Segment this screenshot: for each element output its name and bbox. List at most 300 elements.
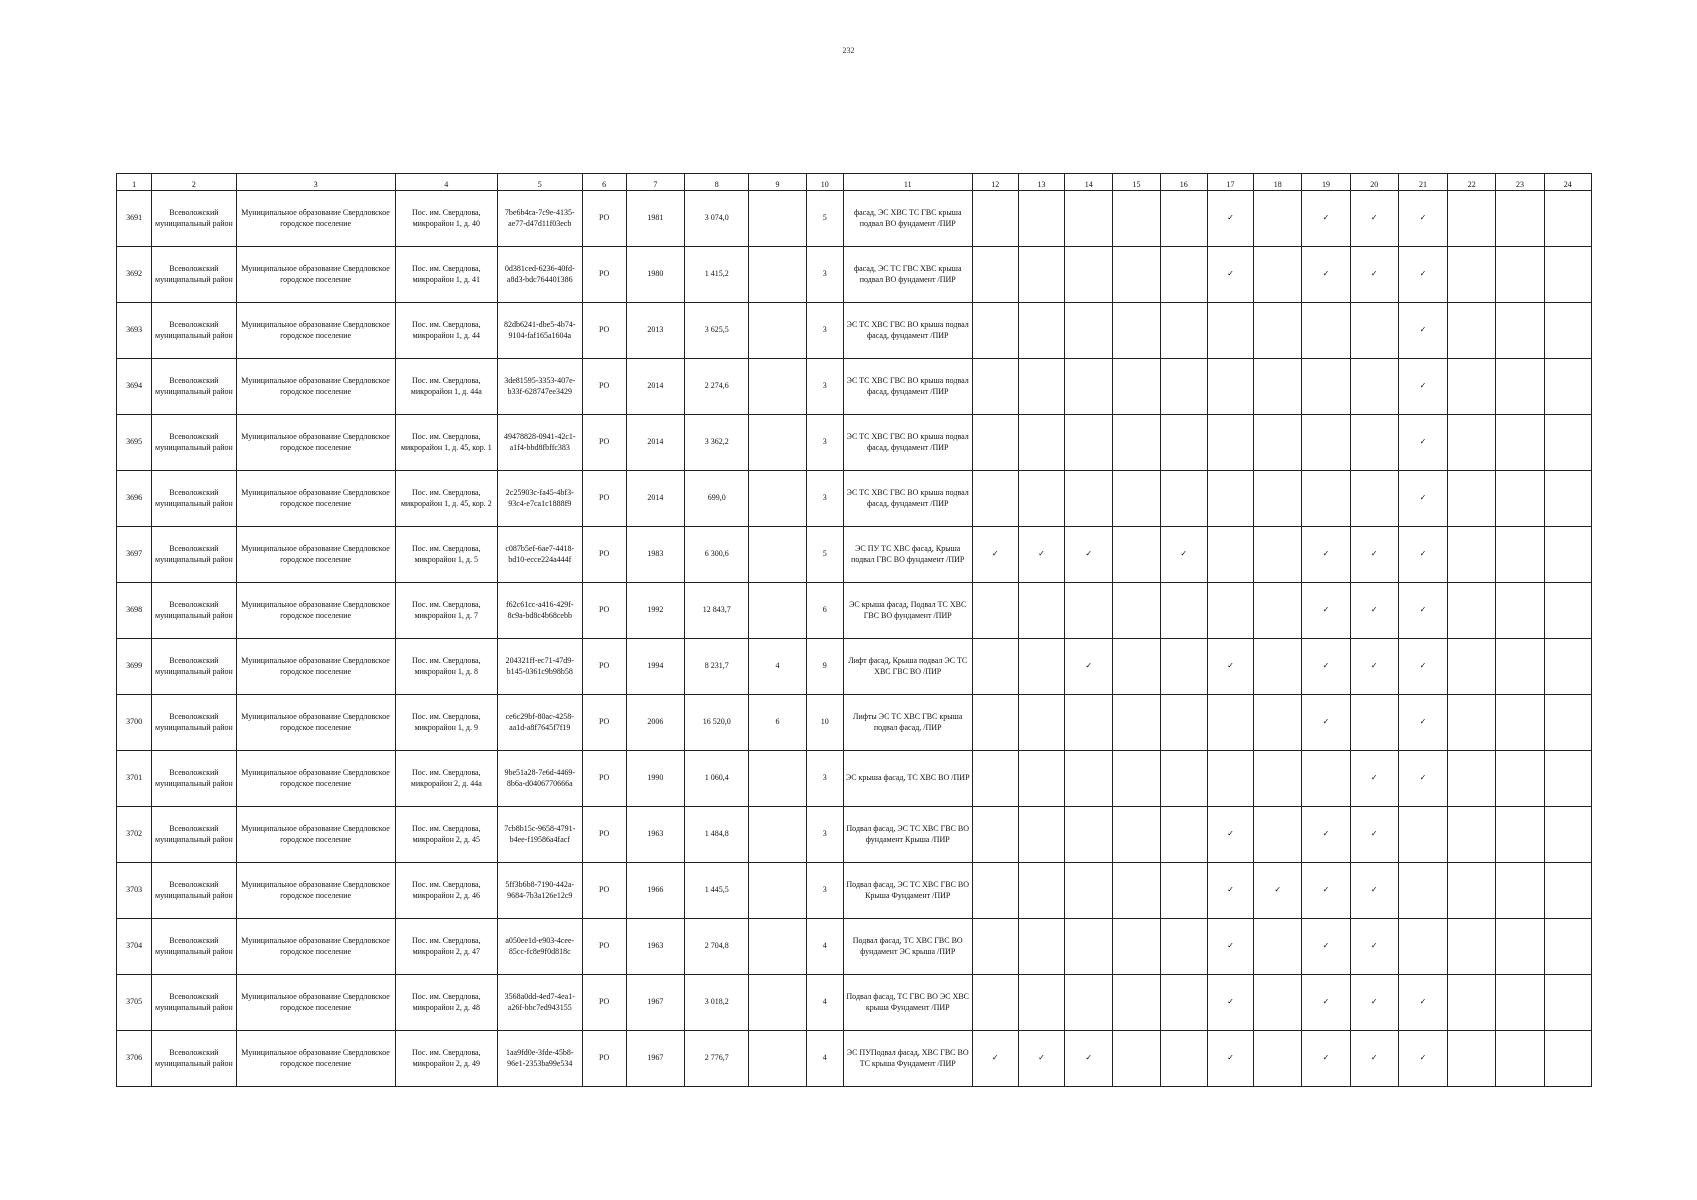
work-cell-empty (1544, 695, 1591, 751)
check-mark-icon: ✓ (1302, 863, 1350, 919)
column-number-1: 1 (117, 174, 152, 191)
district-cell: Всеволожский муниципальный район (152, 863, 236, 919)
work-cell-empty (1065, 695, 1113, 751)
work-cell-empty (1065, 359, 1113, 415)
construction-year-cell: 1992 (626, 583, 684, 639)
construction-year-cell: 1963 (626, 807, 684, 863)
work-types-cell: Лифт фасад, Крыша подвал ЭС ТС ХВС ГВС ВО /ПИР (843, 639, 972, 695)
address-cell: Пос. им. Свердлова, микрорайон 1, д. 9 (395, 695, 498, 751)
record-number-cell: 3696 (117, 471, 152, 527)
column-number-3: 3 (236, 174, 395, 191)
work-cell-empty (1254, 919, 1302, 975)
work-cell-empty (1018, 807, 1064, 863)
check-mark-icon: ✓ (1398, 415, 1447, 471)
work-cell-empty (1448, 527, 1496, 583)
record-number-cell: 3694 (117, 359, 152, 415)
work-cell-empty (1254, 583, 1302, 639)
column-number-22: 22 (1448, 174, 1496, 191)
construction-year-cell: 1963 (626, 919, 684, 975)
column-number-5: 5 (498, 174, 582, 191)
house-guid-cell: ce6c29bf-80ac-4258-aa1d-a8f7645f7f19 (498, 695, 582, 751)
housing-register-table (116, 173, 1592, 1087)
house-guid-cell: 5ff3b6b8-7190-442a-9684-7b3a126e12c9 (498, 863, 582, 919)
work-cell-empty (1160, 247, 1207, 303)
elevator-count-cell (749, 975, 806, 1031)
work-cell-empty (1544, 975, 1591, 1031)
address-cell: Пос. им. Свердлова, микрорайон 2, д. 49 (395, 1031, 498, 1087)
column-number-13: 13 (1018, 174, 1064, 191)
construction-year-cell: 2014 (626, 359, 684, 415)
work-cell-empty (1448, 1031, 1496, 1087)
construction-year-cell: 1980 (626, 247, 684, 303)
work-cell-empty (972, 919, 1018, 975)
address-cell: Пос. им. Свердлова, микрорайон 1, д. 44 (395, 303, 498, 359)
floors-cell: 3 (806, 471, 843, 527)
floors-cell: 3 (806, 247, 843, 303)
house-guid-cell: 204321ff-ec71-47d9-b145-0361c9b98b58 (498, 639, 582, 695)
check-mark-icon: ✓ (1398, 639, 1447, 695)
floors-cell: 10 (806, 695, 843, 751)
construction-year-cell: 2014 (626, 471, 684, 527)
table-row (117, 303, 1592, 359)
work-cell-empty (972, 191, 1018, 247)
work-cell-empty (1065, 863, 1113, 919)
table-row (117, 471, 1592, 527)
municipality-cell: Муниципальное образование Свердловское городское поселение (236, 583, 395, 639)
municipality-cell: Муниципальное образование Свердловское городское поселение (236, 471, 395, 527)
work-cell-empty (1065, 191, 1113, 247)
work-cell-empty (1302, 471, 1350, 527)
construction-year-cell: 1967 (626, 1031, 684, 1087)
work-cell-empty (1350, 359, 1398, 415)
district-cell: Всеволожский муниципальный район (152, 639, 236, 695)
floors-cell: 5 (806, 527, 843, 583)
elevator-count-cell (749, 247, 806, 303)
work-cell-empty (1496, 639, 1544, 695)
address-cell: Пос. им. Свердлова, микрорайон 1, д. 44а (395, 359, 498, 415)
district-cell: Всеволожский муниципальный район (152, 975, 236, 1031)
total-area-cell: 3 018,2 (685, 975, 749, 1031)
work-cell-empty (1496, 415, 1544, 471)
work-cell-empty (1018, 359, 1064, 415)
work-cell-empty (1254, 639, 1302, 695)
work-cell-empty (1544, 919, 1591, 975)
work-cell-empty (1160, 751, 1207, 807)
work-cell-empty (1160, 807, 1207, 863)
check-mark-icon: ✓ (1302, 583, 1350, 639)
work-cell-empty (1448, 863, 1496, 919)
work-cell-empty (1544, 303, 1591, 359)
fund-type-cell: РО (582, 863, 626, 919)
record-number-cell: 3700 (117, 695, 152, 751)
check-mark-icon: ✓ (1018, 1031, 1064, 1087)
fund-type-cell: РО (582, 807, 626, 863)
work-cell-empty (1398, 807, 1447, 863)
work-types-cell: Лифты ЭС ТС ХВС ГВС крыша подвал фасад, /ПИР (843, 695, 972, 751)
elevator-count-cell (749, 919, 806, 975)
total-area-cell: 16 520,0 (685, 695, 749, 751)
record-number-cell: 3706 (117, 1031, 152, 1087)
work-cell-empty (1254, 415, 1302, 471)
district-cell: Всеволожский муниципальный район (152, 527, 236, 583)
work-cell-empty (1448, 639, 1496, 695)
house-guid-cell: 7cb8b15c-9658-4791-b4ee-f19586a4facf (498, 807, 582, 863)
work-cell-empty (1160, 919, 1207, 975)
table-body (117, 191, 1592, 1087)
total-area-cell: 3 074,0 (685, 191, 749, 247)
work-cell-empty (1018, 191, 1064, 247)
check-mark-icon: ✓ (972, 527, 1018, 583)
work-types-cell: ЭС ТС ХВС ГВС ВО крыша подвал фасад, фундамент /ПИР (843, 359, 972, 415)
work-cell-empty (1448, 919, 1496, 975)
work-cell-empty (1254, 807, 1302, 863)
table-row (117, 359, 1592, 415)
work-cell-empty (1113, 975, 1160, 1031)
house-guid-cell: f62c61cc-a416-429f-8c9a-bd8c4b68cebb (498, 583, 582, 639)
house-guid-cell: 0d381ced-6236-40fd-a8d3-bdc764401386 (498, 247, 582, 303)
work-cell-empty (1496, 919, 1544, 975)
municipality-cell: Муниципальное образование Свердловское городское поселение (236, 919, 395, 975)
work-cell-empty (1065, 975, 1113, 1031)
table-row (117, 415, 1592, 471)
work-cell-empty (1496, 751, 1544, 807)
work-cell-empty (972, 863, 1018, 919)
check-mark-icon: ✓ (1160, 527, 1207, 583)
check-mark-icon: ✓ (1398, 975, 1447, 1031)
district-cell: Всеволожский муниципальный район (152, 1031, 236, 1087)
total-area-cell: 1 415,2 (685, 247, 749, 303)
column-number-4: 4 (395, 174, 498, 191)
table-row (117, 863, 1592, 919)
work-cell-empty (1160, 975, 1207, 1031)
address-cell: Пос. им. Свердлова, микрорайон 2, д. 48 (395, 975, 498, 1031)
record-number-cell: 3693 (117, 303, 152, 359)
district-cell: Всеволожский муниципальный район (152, 919, 236, 975)
work-cell-empty (1448, 695, 1496, 751)
work-cell-empty (1544, 639, 1591, 695)
work-cell-empty (1448, 583, 1496, 639)
work-cell-empty (1398, 863, 1447, 919)
work-cell-empty (1544, 863, 1591, 919)
elevator-count-cell: 6 (749, 695, 806, 751)
work-cell-empty (1350, 471, 1398, 527)
work-cell-empty (1113, 695, 1160, 751)
municipality-cell: Муниципальное образование Свердловское городское поселение (236, 191, 395, 247)
column-number-15: 15 (1113, 174, 1160, 191)
work-cell-empty (1254, 975, 1302, 1031)
work-cell-empty (1544, 247, 1591, 303)
work-cell-empty (972, 471, 1018, 527)
check-mark-icon: ✓ (1018, 527, 1064, 583)
page-number: 232 (842, 46, 855, 55)
house-guid-cell: 7be6b4ca-7c9e-4135-ae77-d47d11f03ecb (498, 191, 582, 247)
work-cell-empty (1350, 415, 1398, 471)
work-cell-empty (1254, 247, 1302, 303)
column-number-20: 20 (1350, 174, 1398, 191)
address-cell: Пос. им. Свердлова, микрорайон 2, д. 45 (395, 807, 498, 863)
work-cell-empty (1254, 695, 1302, 751)
construction-year-cell: 1994 (626, 639, 684, 695)
check-mark-icon: ✓ (1207, 807, 1253, 863)
floors-cell: 3 (806, 751, 843, 807)
work-cell-empty (1350, 695, 1398, 751)
work-cell-empty (1113, 919, 1160, 975)
table-row (117, 1031, 1592, 1087)
floors-cell: 4 (806, 1031, 843, 1087)
check-mark-icon: ✓ (1350, 247, 1398, 303)
work-cell-empty (1544, 1031, 1591, 1087)
work-cell-empty (1113, 807, 1160, 863)
elevator-count-cell: 4 (749, 639, 806, 695)
house-guid-cell: 9be51a28-7e6d-4469-8b6a-d0406770666a (498, 751, 582, 807)
work-cell-empty (1113, 359, 1160, 415)
check-mark-icon: ✓ (1207, 639, 1253, 695)
work-cell-empty (1544, 471, 1591, 527)
municipality-cell: Муниципальное образование Свердловское городское поселение (236, 303, 395, 359)
house-guid-cell: 2c25903c-fa45-4bf3-93c4-e7ca1c1888f9 (498, 471, 582, 527)
floors-cell: 3 (806, 359, 843, 415)
work-cell-empty (1448, 303, 1496, 359)
house-guid-cell: 3568a0dd-4ed7-4ea1-a26f-bbc7ed943155 (498, 975, 582, 1031)
work-cell-empty (1544, 807, 1591, 863)
check-mark-icon: ✓ (1207, 919, 1253, 975)
record-number-cell: 3697 (117, 527, 152, 583)
work-cell-empty (1254, 359, 1302, 415)
total-area-cell: 3 362,2 (685, 415, 749, 471)
table-row (117, 751, 1592, 807)
work-cell-empty (972, 751, 1018, 807)
work-cell-empty (1065, 247, 1113, 303)
work-cell-empty (1207, 415, 1253, 471)
fund-type-cell: РО (582, 191, 626, 247)
check-mark-icon: ✓ (1398, 751, 1447, 807)
check-mark-icon: ✓ (1398, 527, 1447, 583)
check-mark-icon: ✓ (1302, 247, 1350, 303)
work-cell-empty (1496, 247, 1544, 303)
work-cell-empty (1207, 527, 1253, 583)
work-cell-empty (1018, 471, 1064, 527)
district-cell: Всеволожский муниципальный район (152, 247, 236, 303)
record-number-cell: 3703 (117, 863, 152, 919)
total-area-cell: 1 484,8 (685, 807, 749, 863)
floors-cell: 4 (806, 975, 843, 1031)
record-number-cell: 3691 (117, 191, 152, 247)
total-area-cell: 2 776,7 (685, 1031, 749, 1087)
work-cell-empty (1018, 919, 1064, 975)
check-mark-icon: ✓ (1398, 583, 1447, 639)
district-cell: Всеволожский муниципальный район (152, 191, 236, 247)
check-mark-icon: ✓ (1398, 359, 1447, 415)
column-number-row (117, 174, 1592, 191)
check-mark-icon: ✓ (1398, 191, 1447, 247)
column-number-12: 12 (972, 174, 1018, 191)
work-cell-empty (1496, 471, 1544, 527)
work-cell-empty (1018, 583, 1064, 639)
address-cell: Пос. им. Свердлова, микрорайон 1, д. 41 (395, 247, 498, 303)
work-cell-empty (1113, 527, 1160, 583)
work-cell-empty (1160, 471, 1207, 527)
column-number-2: 2 (152, 174, 236, 191)
work-cell-empty (1448, 751, 1496, 807)
total-area-cell: 2 274,6 (685, 359, 749, 415)
check-mark-icon: ✓ (1065, 639, 1113, 695)
work-cell-empty (1254, 751, 1302, 807)
floors-cell: 3 (806, 863, 843, 919)
municipality-cell: Муниципальное образование Свердловское городское поселение (236, 807, 395, 863)
fund-type-cell: РО (582, 359, 626, 415)
elevator-count-cell (749, 303, 806, 359)
work-cell-empty (1448, 415, 1496, 471)
work-cell-empty (1448, 807, 1496, 863)
construction-year-cell: 1981 (626, 191, 684, 247)
work-cell-empty (972, 639, 1018, 695)
check-mark-icon: ✓ (1398, 303, 1447, 359)
check-mark-icon: ✓ (1302, 807, 1350, 863)
district-cell: Всеволожский муниципальный район (152, 807, 236, 863)
elevator-count-cell (749, 359, 806, 415)
work-cell-empty (1254, 303, 1302, 359)
column-number-14: 14 (1065, 174, 1113, 191)
work-cell-empty (1113, 247, 1160, 303)
elevator-count-cell (749, 583, 806, 639)
check-mark-icon: ✓ (1207, 1031, 1253, 1087)
work-types-cell: ЭС крыша фасад, ТС ХВС ВО /ПИР (843, 751, 972, 807)
work-cell-empty (1207, 471, 1253, 527)
address-cell: Пос. им. Свердлова, микрорайон 2, д. 47 (395, 919, 498, 975)
work-cell-empty (1302, 359, 1350, 415)
table-row (117, 807, 1592, 863)
district-cell: Всеволожский муниципальный район (152, 695, 236, 751)
total-area-cell: 1 445,5 (685, 863, 749, 919)
check-mark-icon: ✓ (1302, 527, 1350, 583)
table-row (117, 527, 1592, 583)
total-area-cell: 699,0 (685, 471, 749, 527)
district-cell: Всеволожский муниципальный район (152, 303, 236, 359)
column-number-24: 24 (1544, 174, 1591, 191)
work-cell-empty (1160, 303, 1207, 359)
check-mark-icon: ✓ (1207, 191, 1253, 247)
check-mark-icon: ✓ (1398, 1031, 1447, 1087)
construction-year-cell: 1990 (626, 751, 684, 807)
district-cell: Всеволожский муниципальный район (152, 751, 236, 807)
table-row (117, 695, 1592, 751)
work-cell-empty (1065, 303, 1113, 359)
column-number-21: 21 (1398, 174, 1447, 191)
check-mark-icon: ✓ (1350, 863, 1398, 919)
check-mark-icon: ✓ (1302, 975, 1350, 1031)
column-number-19: 19 (1302, 174, 1350, 191)
work-cell-empty (1018, 863, 1064, 919)
work-cell-empty (972, 695, 1018, 751)
work-cell-empty (1207, 583, 1253, 639)
work-cell-empty (1350, 303, 1398, 359)
total-area-cell: 1 060,4 (685, 751, 749, 807)
floors-cell: 6 (806, 583, 843, 639)
fund-type-cell: РО (582, 975, 626, 1031)
construction-year-cell: 2013 (626, 303, 684, 359)
work-cell-empty (1254, 471, 1302, 527)
work-cell-empty (1496, 583, 1544, 639)
work-cell-empty (1544, 583, 1591, 639)
column-number-8: 8 (685, 174, 749, 191)
work-cell-empty (1113, 471, 1160, 527)
house-guid-cell: 49478828-0941-42c1-a1f4-bbd8fbffc383 (498, 415, 582, 471)
work-cell-empty (1113, 1031, 1160, 1087)
address-cell: Пос. им. Свердлова, микрорайон 1, д. 5 (395, 527, 498, 583)
check-mark-icon: ✓ (1350, 807, 1398, 863)
work-cell-empty (1065, 583, 1113, 639)
municipality-cell: Муниципальное образование Свердловское городское поселение (236, 975, 395, 1031)
elevator-count-cell (749, 191, 806, 247)
check-mark-icon: ✓ (1302, 919, 1350, 975)
municipality-cell: Муниципальное образование Свердловское городское поселение (236, 863, 395, 919)
column-number-23: 23 (1496, 174, 1544, 191)
work-cell-empty (972, 247, 1018, 303)
work-cell-empty (1018, 415, 1064, 471)
record-number-cell: 3699 (117, 639, 152, 695)
work-cell-empty (1254, 1031, 1302, 1087)
work-cell-empty (972, 583, 1018, 639)
total-area-cell: 6 300,6 (685, 527, 749, 583)
work-cell-empty (1018, 975, 1064, 1031)
check-mark-icon: ✓ (1398, 471, 1447, 527)
column-number-6: 6 (582, 174, 626, 191)
column-number-18: 18 (1254, 174, 1302, 191)
check-mark-icon: ✓ (1350, 583, 1398, 639)
work-cell-empty (1207, 695, 1253, 751)
fund-type-cell: РО (582, 583, 626, 639)
construction-year-cell: 2006 (626, 695, 684, 751)
work-cell-empty (1065, 415, 1113, 471)
fund-type-cell: РО (582, 919, 626, 975)
work-cell-empty (1065, 751, 1113, 807)
work-cell-empty (1302, 751, 1350, 807)
floors-cell: 5 (806, 191, 843, 247)
municipality-cell: Муниципальное образование Свердловское городское поселение (236, 695, 395, 751)
record-number-cell: 3701 (117, 751, 152, 807)
house-guid-cell: 3de81595-3353-407e-b33f-628747ee3429 (498, 359, 582, 415)
fund-type-cell: РО (582, 1031, 626, 1087)
work-cell-empty (1448, 191, 1496, 247)
work-cell-empty (1018, 247, 1064, 303)
table-row (117, 191, 1592, 247)
record-number-cell: 3692 (117, 247, 152, 303)
floors-cell: 4 (806, 919, 843, 975)
fund-type-cell: РО (582, 527, 626, 583)
work-types-cell: Подвал фасад, ЭС ТС ХВС ГВС ВО фундамент Крыша /ПИР (843, 807, 972, 863)
check-mark-icon: ✓ (1350, 639, 1398, 695)
column-number-17: 17 (1207, 174, 1253, 191)
work-cell-empty (1544, 527, 1591, 583)
work-types-cell: фасад, ЭС ХВС ТС ГВС крыша подвал ВО фундамент /ПИР (843, 191, 972, 247)
district-cell: Всеволожский муниципальный район (152, 583, 236, 639)
check-mark-icon: ✓ (1207, 863, 1253, 919)
record-number-cell: 3705 (117, 975, 152, 1031)
municipality-cell: Муниципальное образование Свердловское городское поселение (236, 639, 395, 695)
address-cell: Пос. им. Свердлова, микрорайон 1, д. 45, кор. 1 (395, 415, 498, 471)
work-cell-empty (1160, 695, 1207, 751)
fund-type-cell: РО (582, 303, 626, 359)
municipality-cell: Муниципальное образование Свердловское городское поселение (236, 527, 395, 583)
work-cell-empty (972, 303, 1018, 359)
work-cell-empty (1160, 583, 1207, 639)
elevator-count-cell (749, 807, 806, 863)
work-cell-empty (972, 975, 1018, 1031)
work-cell-empty (1544, 359, 1591, 415)
work-cell-empty (1448, 359, 1496, 415)
floors-cell: 3 (806, 807, 843, 863)
municipality-cell: Муниципальное образование Свердловское городское поселение (236, 415, 395, 471)
